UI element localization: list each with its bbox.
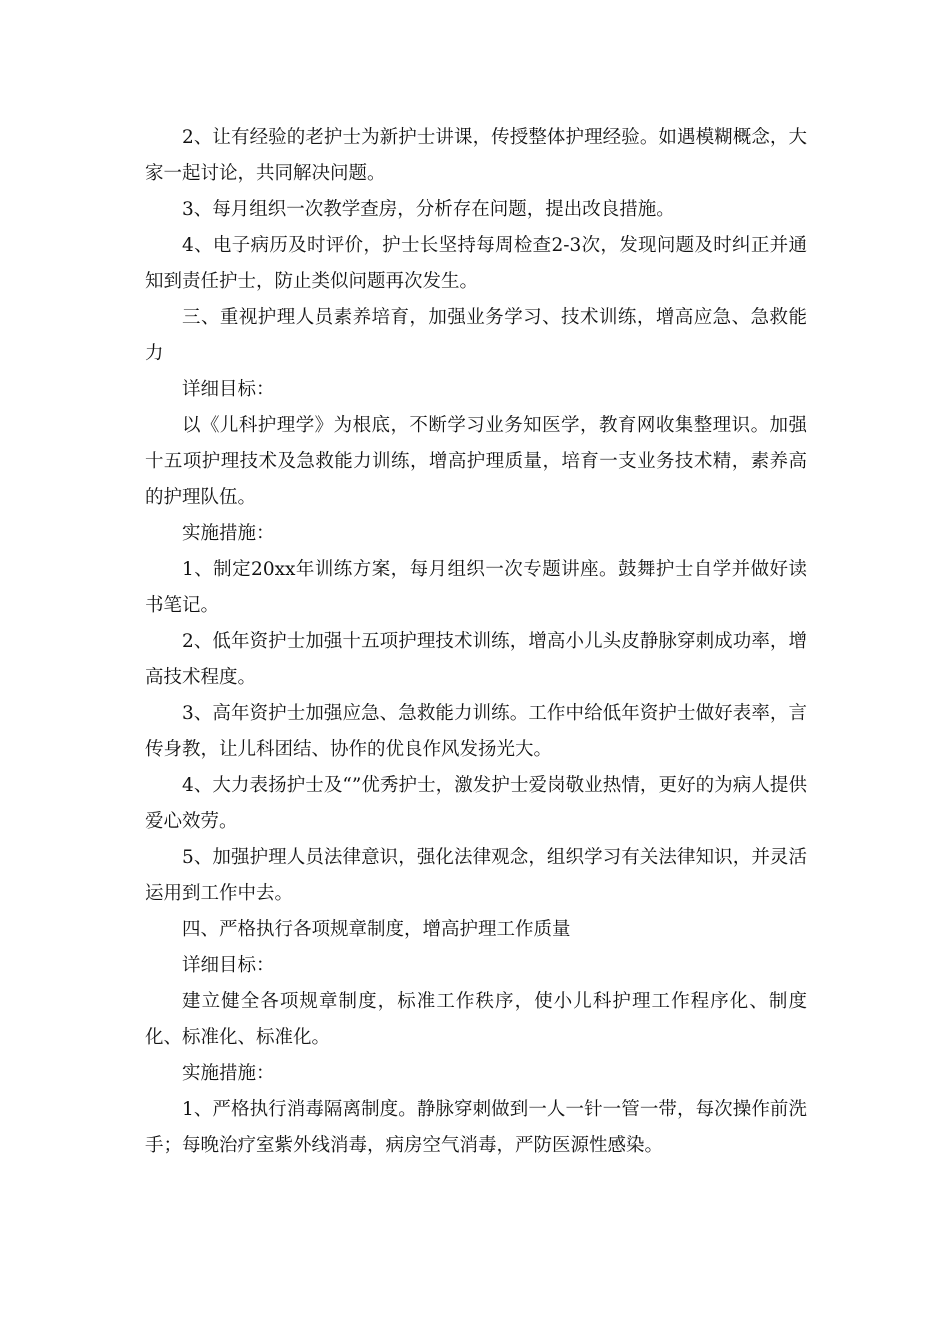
document-body <box>145 120 807 1164</box>
subheading-measures-2: 实施措施： <box>182 1063 275 1084</box>
section-heading-four: 四、严格执行各项规章制度，增高护理工作质量 <box>182 919 571 940</box>
paragraph-junior-training: 2、低年资护士加强十五项护理技术训练，增高小儿头皮静脉穿刺成功率，增高技术程度。 <box>145 631 807 688</box>
paragraph-goals-text: 以《儿科护理学》为根底，不断学习业务知医学，教育网收集整理识。加强十五项护理技术及急救能力训练，增高护理质量，培育一支业务技术精，素养高的护理队伍。 <box>145 415 807 508</box>
paragraph-teaching-rounds: 3、每月组织一次教学查房，分析存在问题，提出改良措施。 <box>182 199 675 220</box>
subheading-goals-2: 详细目标： <box>182 955 275 976</box>
paragraph-commendation: 4、大力表扬护士及“”优秀护士，激发护士爱岗敬业热情，更好的为病人提供爱心效劳。 <box>145 775 807 832</box>
subheading-goals: 详细目标： <box>182 379 275 400</box>
paragraph-senior-training: 3、高年资护士加强应急、急救能力训练。工作中给低年资护士做好表率，言传身教，让儿科团结、协作的优良作风发扬光大。 <box>145 703 807 760</box>
subheading-measures: 实施措施： <box>182 523 275 544</box>
paragraph-lecture-experience: 2、让有经验的老护士为新护士讲课，传授整体护理经验。如遇模糊概念，大家一起讨论，共同解决问题。 <box>145 127 807 184</box>
paragraph-rules-goals: 建立健全各项规章制度，标准工作秩序，使小儿科护理工作程序化、制度化、标准化、标准化。 <box>145 991 807 1048</box>
paragraph-emr-review: 4、电子病历及时评价，护士长坚持每周检查2-3次，发现问题及时纠正并通知到责任护士，防止类似问题再次发生。 <box>145 235 807 292</box>
paragraph-training-plan: 1、制定20xx年训练方案，每月组织一次专题讲座。鼓舞护士自学并做好读书笔记。 <box>145 559 807 616</box>
paragraph-disinfection: 1、严格执行消毒隔离制度。静脉穿刺做到一人一针一管一带，每次操作前洗手；每晚治疗室紫外线消毒，病房空气消毒，严防医源性感染。 <box>145 1099 807 1156</box>
paragraph-legal-awareness: 5、加强护理人员法律意识，强化法律观念，组织学习有关法律知识，并灵活运用到工作中去。 <box>145 847 807 904</box>
section-heading-three: 三、重视护理人员素养培育，加强业务学习、技术训练，增高应急、急救能力 <box>145 307 807 364</box>
